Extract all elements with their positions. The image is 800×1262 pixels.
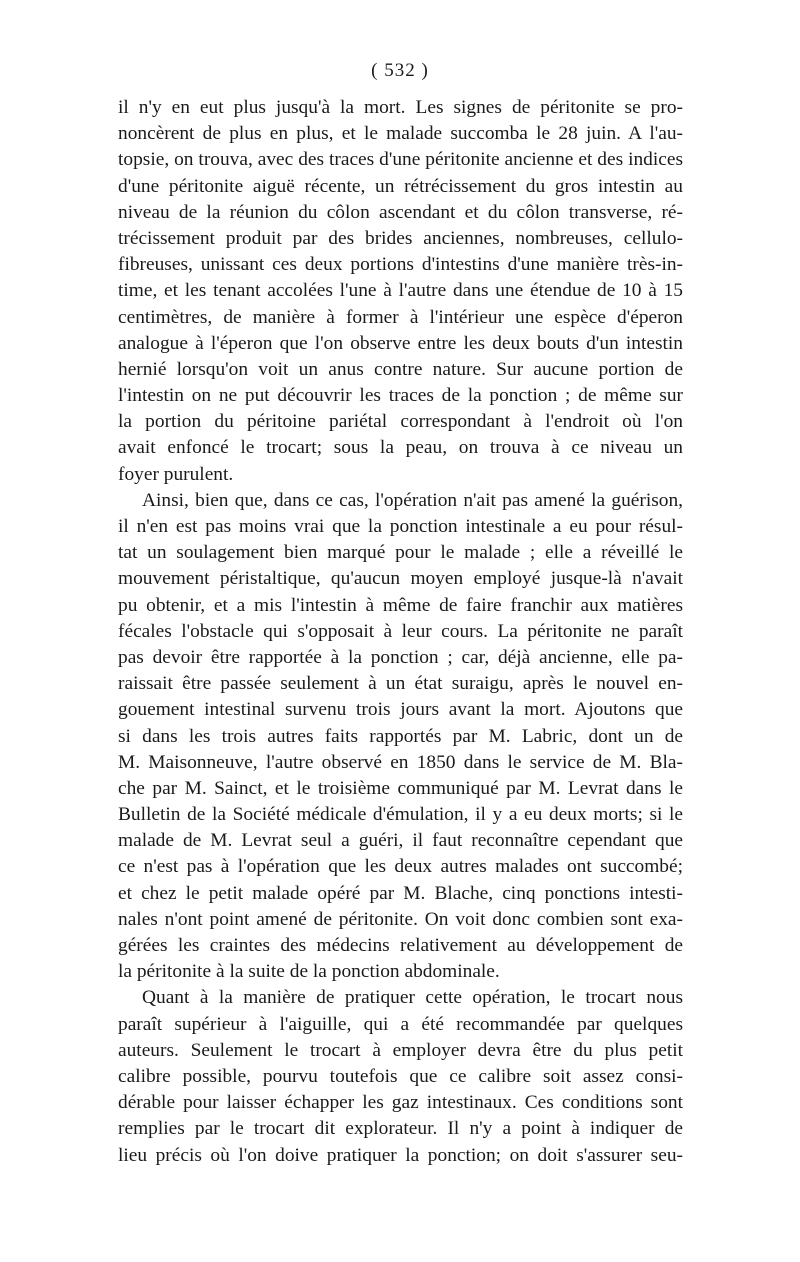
text-line: ce n'est pas à l'opération que les deux autres malades ont succombé; [118, 856, 683, 878]
text-line: noncèrent de plus en plus, et le malade succomba le 28 juin. A l'au- [118, 123, 683, 145]
text-line: il n'y en eut plus jusqu'à la mort. Les signes de péritonite se pro- [118, 97, 683, 118]
text-line: tat un soulagement bien marqué pour le malade ; elle a réveillé le [118, 542, 683, 564]
text-line: auteurs. Seulement le trocart à employer devra être du plus petit [118, 1039, 683, 1061]
text-line: topsie, on trouva, avec des traces d'une péritonite ancienne et des indices [118, 149, 683, 171]
paragraph-start-line: Ainsi, bien que, dans ce cas, l'opération n'ait pas amené la guérison, [142, 489, 683, 511]
paragraph-start-line: Quant à la manière de pratiquer cette opération, le trocart nous [142, 987, 683, 1009]
paragraph-end-line: la péritonite à la suite de la ponction abdominale. [118, 961, 500, 983]
text-line: raissait être passée seulement à un état suraigu, après le nouvel en- [118, 673, 683, 695]
text-line: lieu précis où l'on doive pratiquer la ponction; on doit s'assurer seu- [118, 1144, 683, 1166]
body-text [118, 95, 683, 1169]
text-line: si dans les trois autres faits rapportés par M. Labric, dont un de [118, 725, 683, 747]
text-line: gérées les craintes des médecins relativement au développement de [118, 935, 683, 956]
text-line: malade de M. Levrat seul a guéri, il faut reconnaître cependant que [118, 830, 683, 852]
paragraph-end-line: foyer purulent. [118, 463, 234, 485]
text-line: l'intestin on ne put découvrir les traces de la ponction ; de même sur [118, 385, 683, 407]
text-line: mouvement péristaltique, qu'aucun moyen employé jusque-là n'avait [118, 568, 683, 590]
text-line: avait enfoncé le trocart; sous la peau, on trouva à ce niveau un [118, 437, 683, 459]
text-line: centimètres, de manière à former à l'intérieur une espèce d'éperon [118, 306, 683, 328]
text-line: niveau de la réunion du côlon ascendant et du côlon transverse, ré- [118, 201, 683, 223]
text-line: fibreuses, unissant ces deux portions d'intestins d'une manière très-in- [118, 254, 683, 276]
text-line: nales n'ont point amené de péritonite. On voit donc combien sont exa- [118, 908, 683, 930]
text-line: time, et les tenant accolées l'une à l'autre dans une étendue de 10 à 15 [118, 280, 683, 302]
text-line: pas devoir être rapportée à la ponction ; car, déjà ancienne, elle pa- [118, 646, 683, 668]
text-line: remplies par le trocart dit explorateur. Il n'y a point à indiquer de [118, 1118, 683, 1140]
text-line: Bulletin de la Société médicale d'émulation, il y a eu deux morts; si le [118, 804, 683, 826]
text-line: gouement intestinal survenu trois jours avant la mort. Ajoutons que [118, 699, 683, 721]
text-line: et chez le petit malade opéré par M. Blache, cinq ponctions intesti- [118, 882, 683, 904]
text-line: fécales l'obstacle qui s'opposait à leur cours. La péritonite ne paraît [118, 620, 683, 642]
text-line: hernié lorsqu'on voit un anus contre nature. Sur aucune portion de [118, 358, 683, 380]
text-line: dérable pour laisser échapper les gaz intestinaux. Ces conditions sont [118, 1092, 683, 1114]
text-line: M. Maisonneuve, l'autre observé en 1850 dans le service de M. Bla- [118, 751, 683, 773]
text-line: paraît supérieur à l'aiguille, qui a été recommandée par quelques [118, 1013, 683, 1035]
text-line: analogue à l'éperon que l'on observe entre les deux bouts d'un intestin [118, 332, 683, 354]
page-number: ( 532 ) [371, 60, 429, 81]
text-line: il n'en est pas moins vrai que la ponction intestinale a eu pour résul- [118, 516, 683, 537]
text-line: pu obtenir, et a mis l'intestin à même de faire franchir aux matières [118, 594, 683, 616]
text-line: che par M. Sainct, et le troisième communiqué par M. Levrat dans le [118, 777, 683, 799]
text-line: la portion du péritoine pariétal correspondant à l'endroit où l'on [118, 411, 683, 433]
text-line: trécissement produit par des brides anciennes, nombreuses, cellulo- [118, 227, 683, 249]
text-line: calibre possible, pourvu toutefois que ce calibre soit assez consi- [118, 1065, 683, 1087]
text-line: d'une péritonite aiguë récente, un rétrécissement du gros intestin au [118, 175, 683, 197]
